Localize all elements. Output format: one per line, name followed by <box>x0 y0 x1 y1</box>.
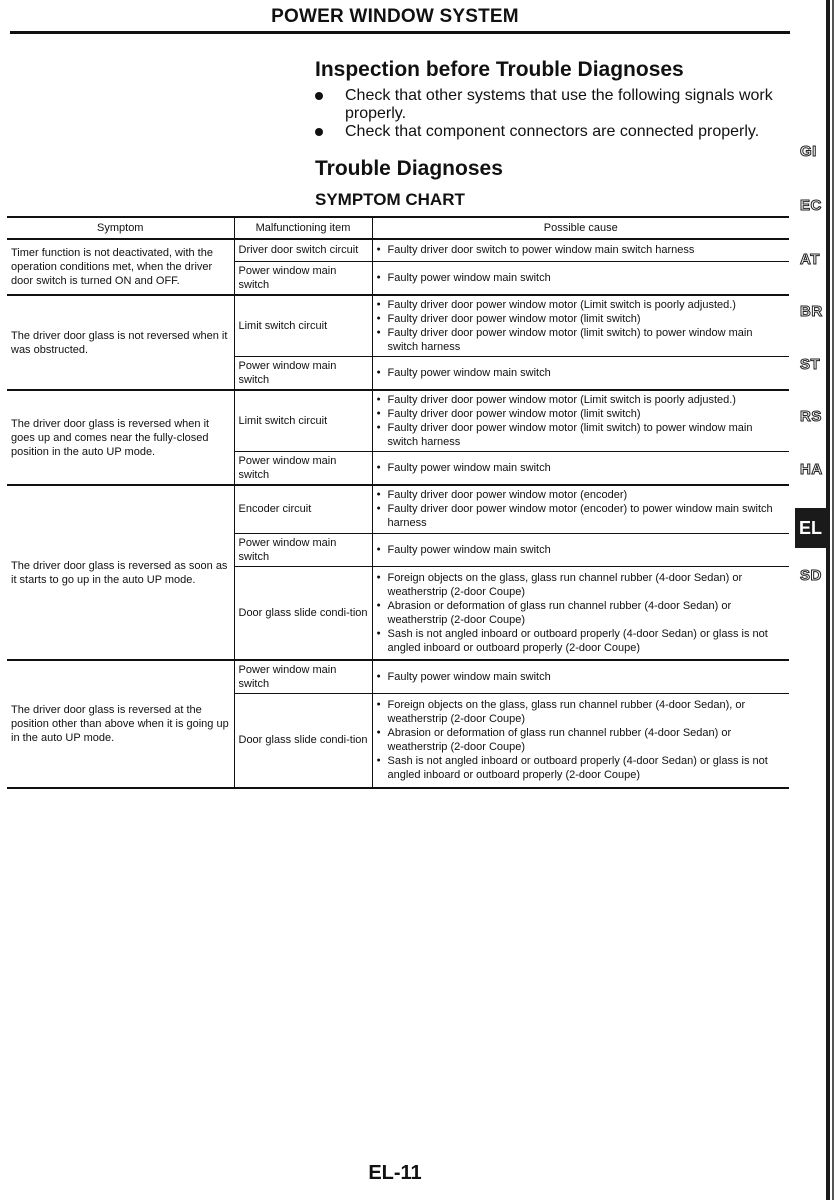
bullet-text: Check that other systems that use the following signals work properly. <box>345 87 773 122</box>
malfunctioning-item-cell: Power window main switch <box>234 452 372 486</box>
cause-item: ● Faulty driver door power window motor (encoder) <box>377 488 786 502</box>
malfunctioning-item-cell: Limit switch circuit <box>234 390 372 452</box>
possible-cause-cell <box>372 566 789 660</box>
malfunctioning-item-cell: Power window main switch <box>234 660 372 694</box>
symptom-chart-heading: SYMPTOM CHART <box>315 190 465 209</box>
table-row <box>7 390 789 452</box>
cause-item: ● Faulty power window main switch <box>377 461 786 475</box>
cause-item: ● Faulty power window main switch <box>377 543 786 557</box>
table-header-row <box>7 217 789 239</box>
cause-item: ● Faulty driver door power window motor (limit switch) to power window main switch harness <box>377 326 786 354</box>
cause-list <box>377 243 786 257</box>
bullet-item <box>315 87 795 123</box>
table-row <box>7 485 789 533</box>
bullet-icon <box>315 128 323 136</box>
cause-list <box>377 461 786 475</box>
symptom-cell: Timer function is not deactivated, with the operation conditions met, when the driver door switch is turned ON and OFF. <box>7 239 234 295</box>
header-possible-cause: Possible cause <box>372 217 789 239</box>
cause-list <box>377 698 786 782</box>
table-body <box>7 239 789 788</box>
cause-item: ● Faulty driver door power window motor (Limit switch is poorly adjusted.) <box>377 298 786 312</box>
symptom-cell: The driver door glass is reversed when it goes up and comes near the fully-closed position in the auto UP mode. <box>7 390 234 485</box>
page-edge-line-outer <box>832 0 834 1200</box>
section-tab-ec[interactable]: EC <box>800 197 822 214</box>
possible-cause-cell <box>372 694 789 788</box>
symptom-table <box>7 216 789 789</box>
page-title: POWER WINDOW SYSTEM <box>271 6 519 27</box>
malfunctioning-item-cell: Encoder circuit <box>234 485 372 533</box>
cause-list <box>377 393 786 449</box>
inspection-heading: Inspection before Trouble Diagnoses <box>315 58 684 81</box>
cause-item: ● Foreign objects on the glass, glass run channel rubber (4-door Sedan), or weatherstrip (2-door Coupe) <box>377 698 786 726</box>
cause-list <box>377 271 786 285</box>
malfunctioning-item-cell: Power window main switch <box>234 261 372 295</box>
cause-item: ● Sash is not angled inboard or outboard properly (4-door Sedan) or glass is not angled inboard or outboard properly (2-door Coupe) <box>377 754 786 782</box>
section-tab-br[interactable]: BR <box>800 303 823 320</box>
symptom-cell: The driver door glass is reversed as soon as it starts to go up in the auto UP mode. <box>7 485 234 660</box>
possible-cause-cell <box>372 295 789 357</box>
table-row <box>7 239 789 261</box>
header-malfunctioning-item: Malfunctioning item <box>234 217 372 239</box>
header-symptom: Symptom <box>7 217 234 239</box>
cause-list <box>377 571 786 655</box>
cause-list <box>377 298 786 354</box>
table-row <box>7 295 789 357</box>
section-tab-ha[interactable]: HA <box>800 461 823 478</box>
cause-item: ● Faulty driver door power window motor (encoder) to power window main switch harness <box>377 502 786 530</box>
bullet-text: Check that component connectors are connected properly. <box>345 123 760 140</box>
cause-item: ● Faulty driver door power window motor (Limit switch is poorly adjusted.) <box>377 393 786 407</box>
possible-cause-cell <box>372 485 789 533</box>
possible-cause-cell <box>372 239 789 261</box>
page-number: EL-11 <box>368 1162 422 1184</box>
malfunctioning-item-cell: Power window main switch <box>234 533 372 566</box>
possible-cause-cell <box>372 660 789 694</box>
cause-item: ● Abrasion or deformation of glass run channel rubber (4-door Sedan) or weatherstrip (2-door Coupe) <box>377 599 786 627</box>
section-tab-st[interactable]: ST <box>800 356 821 373</box>
section-tab-gi[interactable]: GI <box>800 143 817 160</box>
section-tab-sd[interactable]: SD <box>800 567 822 584</box>
cause-item: ● Faulty power window main switch <box>377 670 786 684</box>
malfunctioning-item-cell: Door glass slide condi-tion <box>234 566 372 660</box>
cause-item: ● Foreign objects on the glass, glass run channel rubber (4-door Sedan) or weatherstrip (2-door Coupe) <box>377 571 786 599</box>
cause-list <box>377 543 786 557</box>
cause-item: ● Faulty driver door power window motor (limit switch) <box>377 312 786 326</box>
table-row <box>7 660 789 694</box>
inspection-bullets <box>315 87 795 141</box>
section-tab-at[interactable]: AT <box>800 251 820 268</box>
section-tab-rs[interactable]: RS <box>800 408 822 425</box>
malfunctioning-item-cell: Power window main switch <box>234 357 372 391</box>
possible-cause-cell <box>372 533 789 566</box>
cause-item: ● Faulty power window main switch <box>377 366 786 380</box>
possible-cause-cell <box>372 261 789 295</box>
cause-item: ● Faulty driver door power window motor (limit switch) to power window main switch harness <box>377 421 786 449</box>
symptom-cell: The driver door glass is reversed at the position other than above when it is going up in the auto UP mode. <box>7 660 234 788</box>
page-edge-line <box>826 0 830 1200</box>
trouble-heading: Trouble Diagnoses <box>315 157 503 180</box>
bullet-item <box>315 123 795 141</box>
cause-item: ● Abrasion or deformation of glass run channel rubber (4-door Sedan) or weatherstrip (2-door Coupe) <box>377 726 786 754</box>
cause-item: ● Faulty driver door switch to power window main switch harness <box>377 243 786 257</box>
section-tab-el[interactable]: EL <box>795 508 826 548</box>
possible-cause-cell <box>372 452 789 486</box>
cause-list <box>377 670 786 684</box>
cause-list <box>377 488 786 530</box>
malfunctioning-item-cell: Driver door switch circuit <box>234 239 372 261</box>
malfunctioning-item-cell: Door glass slide condi-tion <box>234 694 372 788</box>
cause-list <box>377 366 786 380</box>
possible-cause-cell <box>372 390 789 452</box>
header-rule <box>10 31 790 34</box>
cause-item: ● Faulty driver door power window motor (limit switch) <box>377 407 786 421</box>
possible-cause-cell <box>372 357 789 391</box>
bullet-icon <box>315 92 323 100</box>
cause-item: ● Faulty power window main switch <box>377 271 786 285</box>
cause-item: ● Sash is not angled inboard or outboard properly (4-door Sedan) or glass is not angled inboard or outboard properly (2-door Coupe) <box>377 627 786 655</box>
symptom-cell: The driver door glass is not reversed when it was obstructed. <box>7 295 234 390</box>
malfunctioning-item-cell: Limit switch circuit <box>234 295 372 357</box>
